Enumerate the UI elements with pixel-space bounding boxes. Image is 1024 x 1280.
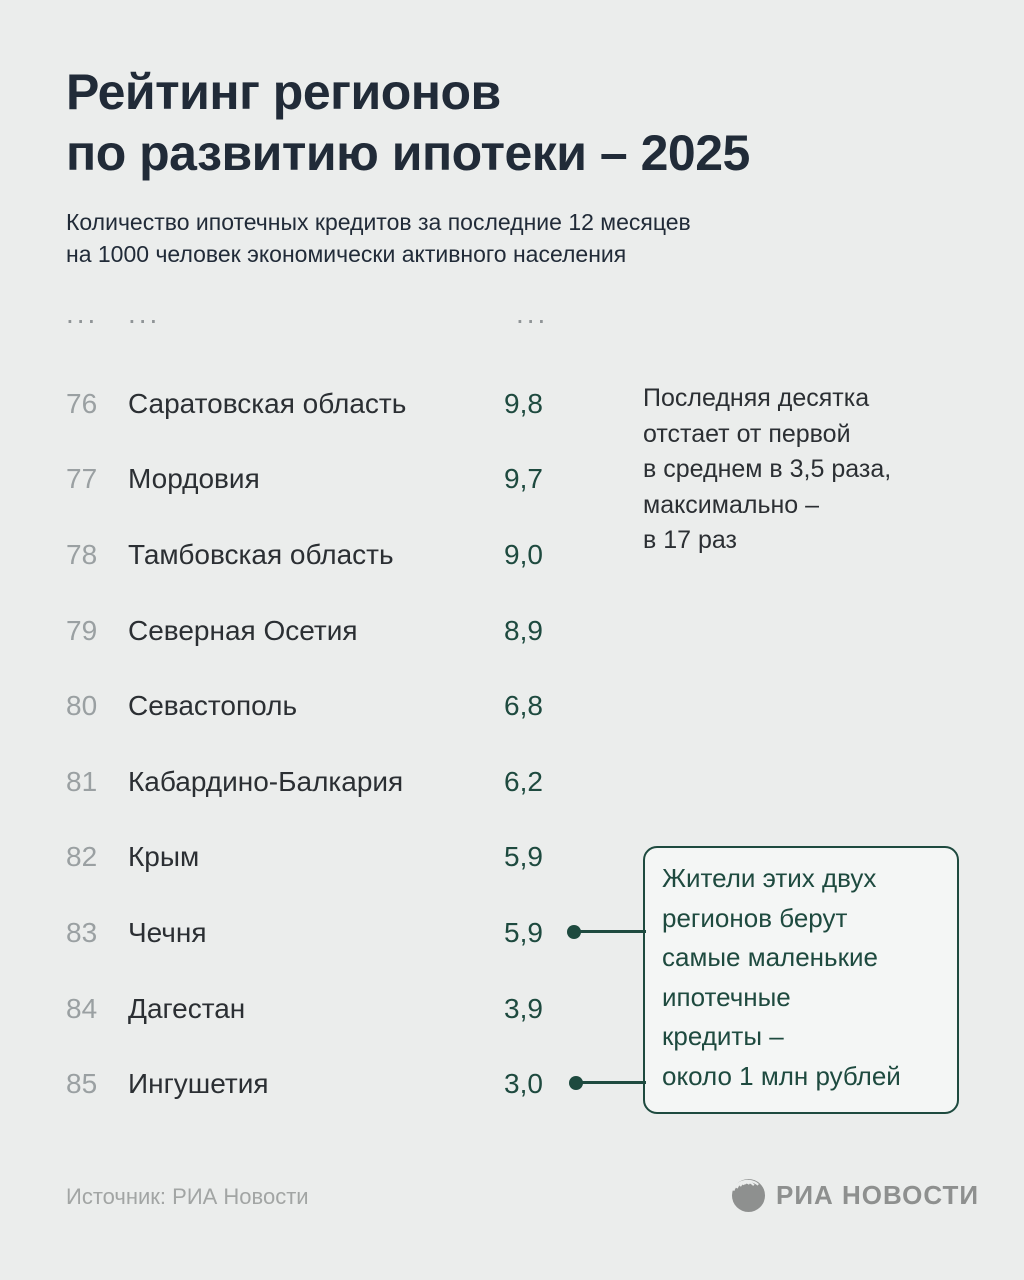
callout-line: ипотечные: [662, 981, 791, 1012]
row-rank: 78: [66, 538, 98, 570]
callout-line: регионов берут: [662, 902, 848, 933]
gap-note-line: в 17 раз: [643, 526, 737, 554]
row-rank: 80: [66, 690, 98, 722]
row-value: 6,8: [504, 690, 543, 722]
smallest-loans-callout: [643, 846, 959, 1114]
row-value: 6,2: [504, 765, 543, 797]
row-rank: 77: [66, 463, 98, 495]
gap-note-line: максимально –: [643, 490, 820, 519]
callout-connector-line-ingushetia: [576, 1081, 646, 1084]
page-subtitle-line1: Количество ипотечных кредитов за последние 12 месяцев: [66, 209, 691, 235]
row-value: 9,8: [504, 387, 543, 419]
callout-line: Жители этих двух: [662, 863, 877, 893]
row-value: 3,0: [504, 1068, 543, 1100]
table-truncation-row: [0, 298, 1024, 338]
row-region-name: Тамбовская область: [128, 538, 394, 570]
row-region-name: Северная Осетия: [128, 614, 358, 646]
row-rank: 85: [66, 1068, 98, 1100]
value-column-ellipsis: ...: [516, 298, 549, 329]
callout-connector-line-chechnya: [574, 930, 646, 933]
ria-novosti-logo: [731, 1178, 979, 1213]
row-region-name: Саратовская область: [128, 387, 407, 419]
gap-note-line: Последняя десятка: [643, 384, 870, 412]
rank-column-ellipsis: ...: [66, 298, 99, 329]
row-region-name: Кабардино-Балкария: [128, 765, 404, 797]
row-rank: 76: [66, 387, 98, 419]
row-value: 9,0: [504, 538, 543, 570]
source-credit: Источник: РИА Новости: [66, 1184, 309, 1209]
row-value: 5,9: [504, 841, 543, 873]
row-region-name: Крым: [128, 841, 200, 873]
ria-novosti-globe-icon: [731, 1178, 766, 1213]
page-title-line1: Рейтинг регионов: [66, 64, 501, 120]
page-title: [66, 62, 750, 184]
callout-line: кредиты –: [662, 1021, 784, 1051]
row-rank: 79: [66, 614, 98, 646]
ria-novosti-wordmark: РИА НОВОСТИ: [776, 1180, 980, 1210]
row-value: 5,9: [504, 916, 543, 948]
gap-note-line: отстает от первой: [643, 419, 851, 448]
gap-note-line: в среднем в 3,5 раза,: [643, 455, 892, 483]
row-rank: 83: [66, 916, 98, 948]
row-region-name: Ингушетия: [128, 1068, 269, 1100]
callout-line: около 1 млн рублей: [662, 1060, 901, 1091]
row-rank: 82: [66, 841, 98, 873]
page-title-line2: по развитию ипотеки – 2025: [66, 125, 750, 181]
gap-note: [643, 381, 891, 559]
page-subtitle-line2: на 1000 человек экономически активного населения: [66, 241, 627, 267]
page-subtitle: [66, 206, 691, 270]
row-rank: 81: [66, 765, 98, 797]
table-row: [0, 744, 1024, 820]
callout-line: самые маленькие: [662, 942, 878, 972]
row-value: 8,9: [504, 614, 543, 646]
row-region-name: Дагестан: [128, 992, 246, 1024]
row-region-name: Севастополь: [128, 690, 298, 722]
row-region-name: Чечня: [128, 916, 207, 948]
row-value: 3,9: [504, 992, 543, 1024]
row-value: 9,7: [504, 463, 543, 495]
row-region-name: Мордовия: [128, 463, 260, 495]
table-row: [0, 668, 1024, 744]
table-row: [0, 593, 1024, 669]
region-column-ellipsis: ...: [128, 298, 161, 329]
row-rank: 84: [66, 992, 98, 1024]
